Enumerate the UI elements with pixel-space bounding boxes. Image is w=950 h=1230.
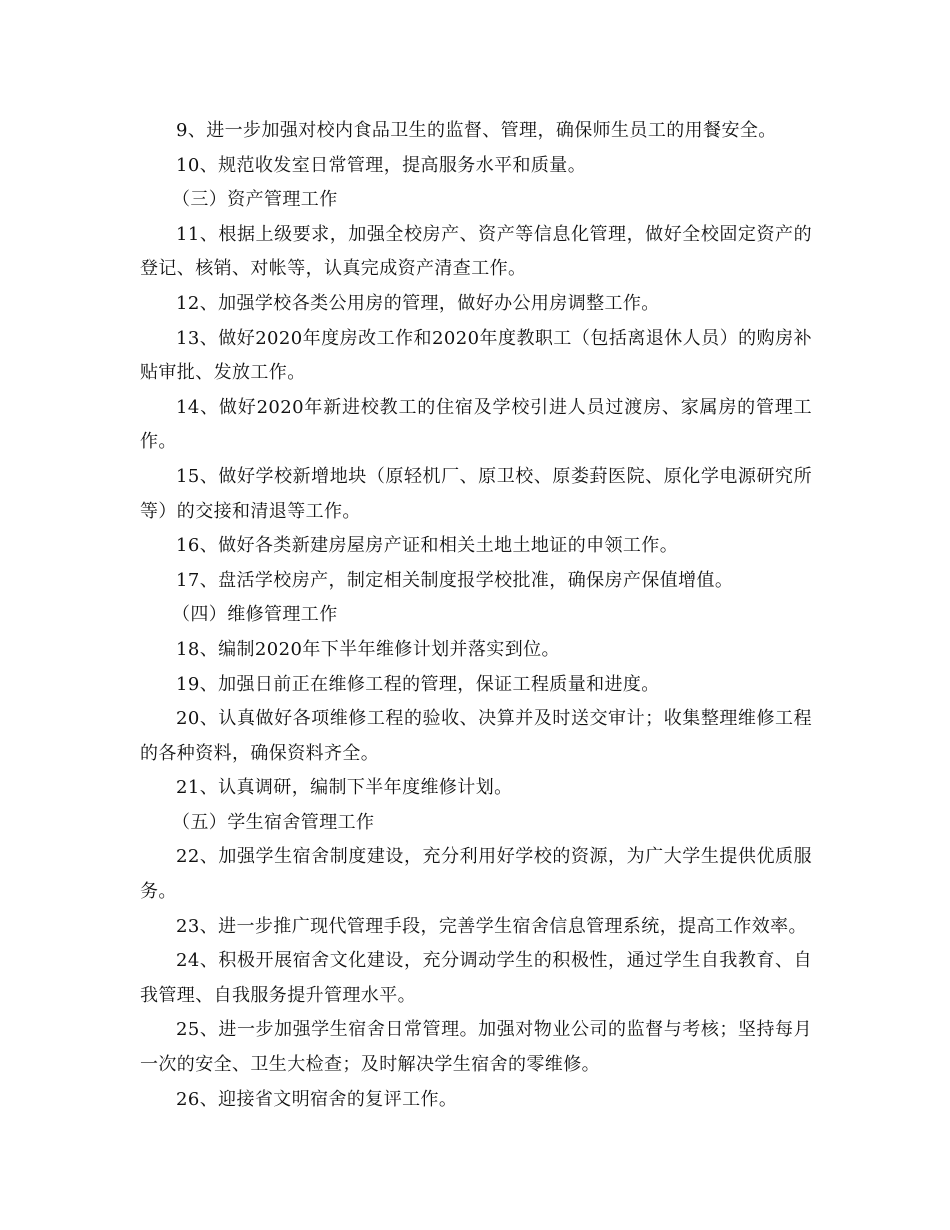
paragraph-item-17: 17、盘活学校房产，制定相关制度报学校批准，确保房产保值增值。 bbox=[176, 569, 734, 591]
paragraph-item-25: 25、进一步加强学生宿舍日常管理。加强对物业公司的监督与考核；坚持每月一次的安全、卫生大检查；及时解决学生宿舍的零维修。 bbox=[140, 1019, 812, 1076]
document-body bbox=[140, 114, 812, 1117]
paragraph-item-9: 9、进一步加强对校内食品卫生的监督、管理，确保师生员工的用餐安全。 bbox=[176, 120, 777, 141]
section-heading-assets: （三）资产管理工作 bbox=[172, 189, 338, 211]
paragraph-item-15: 15、做好学校新增地块（原轻机厂、原卫校、原娄葑医院、原化学电源研究所等）的交接和清退等工作。 bbox=[140, 465, 812, 522]
paragraph-item-23: 23、进一步推广现代管理手段，完善学生宿舍信息管理系统，提高工作效率。 bbox=[176, 915, 807, 937]
paragraph-item-22: 22、加强学生宿舍制度建设，充分利用好学校的资源，为广大学生提供优质服务。 bbox=[140, 846, 812, 903]
paragraph-item-16: 16、做好各类新建房屋房产证和相关土地土地证的申领工作。 bbox=[176, 535, 679, 557]
paragraph-item-10: 10、规范收发室日常管理，提高服务水平和质量。 bbox=[176, 154, 587, 176]
paragraph-item-20: 20、认真做好各项维修工程的验收、决算并及时送交审计；收集整理维修工程的各种资料，确保资料齐全。 bbox=[140, 708, 812, 764]
paragraph-item-12: 12、加强学校各类公用房的管理，做好办公用房调整工作。 bbox=[176, 292, 660, 314]
paragraph-item-26: 26、迎接省文明宿舍的复评工作。 bbox=[176, 1088, 458, 1110]
paragraph-item-13: 13、做好2020年度房改工作和2020年度教职工（包括离退休人员）的购房补贴审批、发放工作。 bbox=[140, 327, 812, 384]
section-heading-maintenance: （四）维修管理工作 bbox=[172, 604, 338, 626]
section-heading-dormitory: （五）学生宿舍管理工作 bbox=[172, 811, 375, 833]
paragraph-item-18: 18、编制2020年下半年维修计划并落实到位。 bbox=[176, 638, 560, 660]
paragraph-item-21: 21、认真调研，编制下半年度维修计划。 bbox=[176, 777, 513, 799]
paragraph-item-14: 14、做好2020年新进校教工的住宿及学校引进人员过渡房、家属房的管理工作。 bbox=[140, 396, 812, 453]
paragraph-item-11: 11、根据上级要求，加强全校房产、资产等信息化管理，做好全校固定资产的登记、核销、对帐等，认真完成资产清查工作。 bbox=[140, 223, 812, 280]
paragraph-item-24: 24、积极开展宿舍文化建设，充分调动学生的积极性，通过学生自我教育、自我管理、自我服务提升管理水平。 bbox=[140, 950, 812, 1006]
paragraph-item-19: 19、加强日前正在维修工程的管理，保证工程质量和进度。 bbox=[176, 673, 660, 695]
